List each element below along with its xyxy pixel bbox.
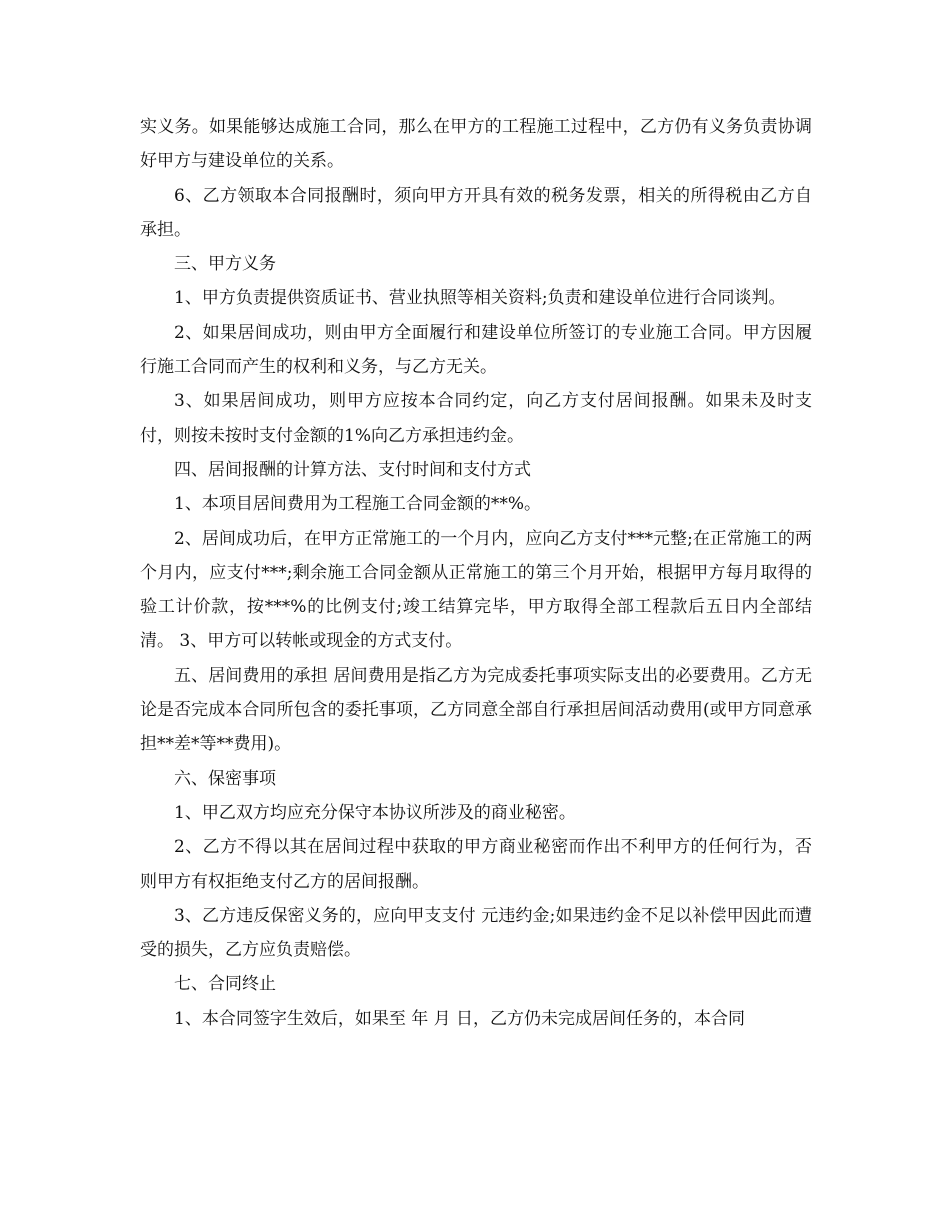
document-page <box>140 110 812 1036</box>
paragraph-confidentiality-2: 2、乙方不得以其在居间过程中获取的甲方商业秘密而作出不利甲方的任何行为，否则甲方有权拒绝支付乙方的居间报酬。 <box>140 837 812 892</box>
paragraph-party-a-1: 1、甲方负责提供资质证书、营业执照等相关资料;负责和建设单位进行合同谈判。 <box>174 288 786 309</box>
section-heading-party-a-obligations: 三、甲方义务 <box>174 254 276 275</box>
paragraph-remuneration-1: 1、本项目居间费用为工程施工合同金额的**%。 <box>174 494 541 515</box>
section-heading-termination: 七、合同终止 <box>174 974 276 995</box>
paragraph-confidentiality-1: 1、甲乙双方均应充分保守本协议所涉及的商业秘密。 <box>174 802 576 823</box>
section-heading-remuneration: 四、居间报酬的计算方法、支付时间和支付方式 <box>174 459 531 480</box>
paragraph-continuation: 实义务。如果能够达成施工合同，那么在甲方的工程施工过程中，乙方仍有义务负责协调好甲方与建设单位的关系。 <box>140 117 812 172</box>
paragraph-party-a-2: 2、如果居间成功，则由甲方全面履行和建设单位所签订的专业施工合同。甲方因履行施工合同而产生的权利和义务，与乙方无关。 <box>140 322 812 378</box>
paragraph-expense-bearing: 五、居间费用的承担 居间费用是指乙方为完成委托事项实际支出的必要费用。乙方无论是否完成本合同所包含的委托事项，乙方同意全部自行承担居间活动费用(或甲方同意承担**差*等**费用)。 <box>140 665 812 755</box>
paragraph-remuneration-2: 2、居间成功后，在甲方正常施工的一个月内，应向乙方支付***元整;在正常施工的两个月内，应支付***;剩余施工合同金额从正常施工的第三个月开始，根据甲方每月取得的验工计价款，按***%的比例支付;竣工结算完毕，甲方取得全部工程款后五日内全部结清。 3、甲方可以转帐或现金的方式支付。 <box>140 528 812 652</box>
paragraph-termination-1: 1、本合同签字生效后，如果至 年 月 日，乙方仍未完成居间任务的，本合同 <box>174 1008 746 1029</box>
section-heading-confidentiality: 六、保密事项 <box>174 768 276 789</box>
paragraph-tax-invoice: 6、乙方领取本合同报酬时，须向甲方开具有效的税务发票，相关的所得税由乙方自承担。 <box>140 185 812 240</box>
paragraph-party-a-3: 3、如果居间成功，则甲方应按本合同约定，向乙方支付居间报酬。如果未及时支付，则按未按时支付金额的1%向乙方承担违约金。 <box>140 391 812 446</box>
paragraph-confidentiality-3: 3、乙方违反保密义务的，应向甲支支付 元违约金;如果违约金不足以补偿甲因此而遭受的损失，乙方应负责赔偿。 <box>140 905 812 961</box>
